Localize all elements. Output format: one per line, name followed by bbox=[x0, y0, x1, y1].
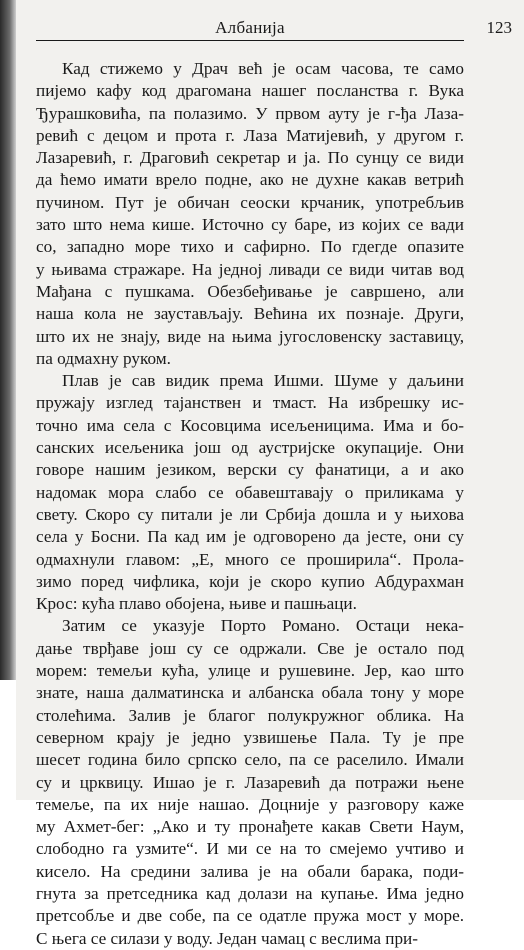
text-line: дање тврђаве још су се одржали. Све је остало под bbox=[36, 638, 464, 658]
text-line: па одмахну руком. bbox=[36, 348, 171, 368]
text-line: у њивама стражаре. На једној ливади се види читав вод bbox=[36, 259, 464, 279]
text-line: знате, наша далматинска и албанска обала тону у море bbox=[36, 683, 464, 703]
paragraph bbox=[36, 370, 464, 615]
text-line: северном крају је једно узвишење Пала. Ту је пре bbox=[36, 727, 464, 747]
text-line: Лазаревић, г. Драговић секретар и ја. По сунцу се види bbox=[36, 148, 464, 168]
paragraph bbox=[36, 58, 464, 370]
text-line: морем: темељи кућа, улице и рушевине. Јер, као што bbox=[36, 661, 464, 681]
text-line: одмахнули главом: „Е, много се проширила“. Прола- bbox=[36, 549, 464, 569]
text-line: му Ахмет-бег: „Ако и ту пронађете какав Свети Наум, bbox=[36, 817, 464, 837]
text-line: наша кола не заустављају. Већина их познаје. Други, bbox=[36, 304, 464, 324]
page-number: 123 bbox=[486, 18, 512, 37]
text-line: темеље, па их није нашао. Доцније у разговору каже bbox=[36, 794, 464, 814]
text-line: говоре нашим језиком, верски су фанатици, а и ако bbox=[36, 460, 464, 480]
running-head: Албанија bbox=[215, 18, 285, 37]
text-line: надомак мора слабо се обавештавају о приликама у bbox=[36, 482, 464, 502]
text-line: села у Босни. Па кад им је одговорено да јесте, они су bbox=[36, 527, 464, 547]
text-line: Плав је сав видик према Ишми. Шуме у даљини bbox=[62, 371, 464, 391]
text-line: што их не знају, виде на њима југословенску заставицу, bbox=[36, 326, 464, 346]
body-text bbox=[36, 58, 464, 950]
text-line: Крос: кућа плаво обојена, њиве и пашњаци. bbox=[36, 594, 357, 614]
paragraph bbox=[36, 615, 464, 949]
text-line: Затим се указује Порто Романо. Остаци нека- bbox=[62, 616, 464, 636]
text-line: со, западно море тихо и сафирно. По гдегде опазите bbox=[36, 237, 464, 257]
text-line: пијемо кафу код драгомана нашег посланства г. Вука bbox=[36, 81, 464, 101]
text-line: зимо поред чифлика, који је скоро купио Абдурахман bbox=[36, 571, 464, 591]
text-line: су и црквицу. Ишао је г. Лазаревић да потражи њене bbox=[36, 772, 464, 792]
text-line: Кад стижемо у Драч већ је осам часова, те само bbox=[62, 59, 464, 78]
text-line: гнута за претседника кад долази на купање. Има једно bbox=[36, 883, 464, 903]
text-line: зато што нема кише. Источно су баре, из којих се вади bbox=[36, 215, 464, 235]
text-line: да ћемо имати врело подне, ако не духне какав ветрић bbox=[36, 170, 464, 190]
text-line: кисело. На средини залива је на обали барака, поди- bbox=[36, 861, 464, 881]
text-line: пучином. Пут је обичан сеоски крчаник, употребљив bbox=[36, 192, 464, 212]
text-line: точно има села с Косовцима исељеницима. Има и бо- bbox=[36, 415, 464, 435]
text-line: столећима. Залив је благог полукружног облика. На bbox=[36, 705, 464, 725]
text-line: шесет година било српско село, па се раселило. Имали bbox=[36, 750, 464, 770]
text-line: слободно га узмите“. И ми се на то смејемо учтиво и bbox=[36, 839, 464, 859]
text-line: С њега се силази у воду. Један чамац с веслима при- bbox=[36, 928, 418, 948]
text-line: претсобље и две собе, па се одатле пружа мост у море. bbox=[36, 906, 464, 926]
text-line: Ђурашковића, па полазимо. У првом ауту је г-ђа Лаза- bbox=[36, 103, 464, 123]
text-line: ревић с децом и прота г. Лаза Матијевић, у другом г. bbox=[36, 125, 464, 145]
text-line: свету. Скоро су питали је ли Србија дошла и у њихова bbox=[36, 504, 464, 524]
text-line: пружају изглед тајанствен и тмаст. На избрешку ис- bbox=[36, 393, 464, 413]
text-line: санских исељеника још од аустријске окупације. Они bbox=[36, 438, 464, 458]
text-line: Мађана с пушкама. Обезбеђивање је савршено, али bbox=[36, 281, 464, 301]
scan-edge bbox=[0, 680, 16, 800]
page-header bbox=[36, 16, 512, 41]
